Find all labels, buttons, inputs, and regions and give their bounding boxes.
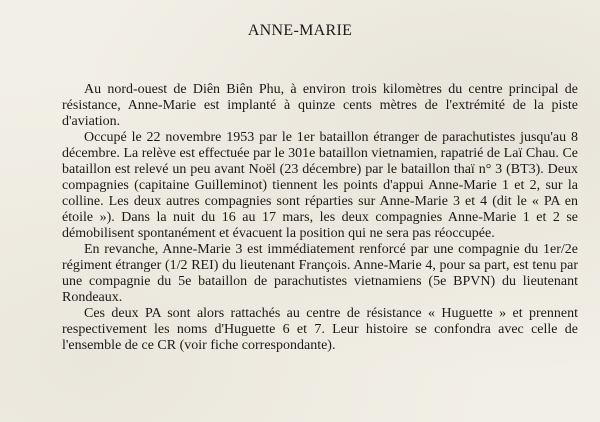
paragraph-3: En revanche, Anne-Marie 3 est immédiatement renforcé par une compagnie du 1er/2e régiment étranger (1/2 REI) du lieutenant François. Anne-Marie 4, pour sa part, est tenu par une compagnie du 5e bataillon de parachutistes vietnamiens (5e BPVN) du lieutenant Rondeaux. <box>62 242 578 305</box>
paragraph-2: Occupé le 22 novembre 1953 par le 1er bataillon étranger de parachutistes jusqu'au 8 décembre. La relève est effectuée par le 301e bataillon vietnamien, rapatrié de Laï Chau. Ce bataillon est relevé un peu avant Noël (23 décembre) par le bataillon thaï n° 3 (BT3). Deux compagnies (capitaine Guilleminot) tiennent les points d'appui Anne-Marie 1 et 2, sur la colline. Les deux autres compagnies sont réparties sur Anne-Marie 3 et 4 (dit le « PA en étoile »). Dans la nuit du 16 au 17 mars, les deux compagnies Anne-Marie 1 et 2 se démobilisent spontanément et évacuent la position qui ne sera pas réoccupée. <box>62 130 578 241</box>
paragraph-1: Au nord-ouest de Diên Biên Phu, à environ trois kilomètres du centre principal de résistance, Anne-Marie est implanté à quinze cents mètres de l'extrémité de la piste d'aviation. <box>62 82 578 129</box>
document-title: ANNE-MARIE <box>247 22 353 39</box>
document-body <box>62 82 578 354</box>
paragraph-4: Ces deux PA sont alors rattachés au centre de résistance « Huguette » et prennent respectivement les noms d'Huguette 6 et 7. Leur histoire se confondra avec celle de l'ensemble de ce CR (voir fiche correspondante). <box>62 306 578 353</box>
